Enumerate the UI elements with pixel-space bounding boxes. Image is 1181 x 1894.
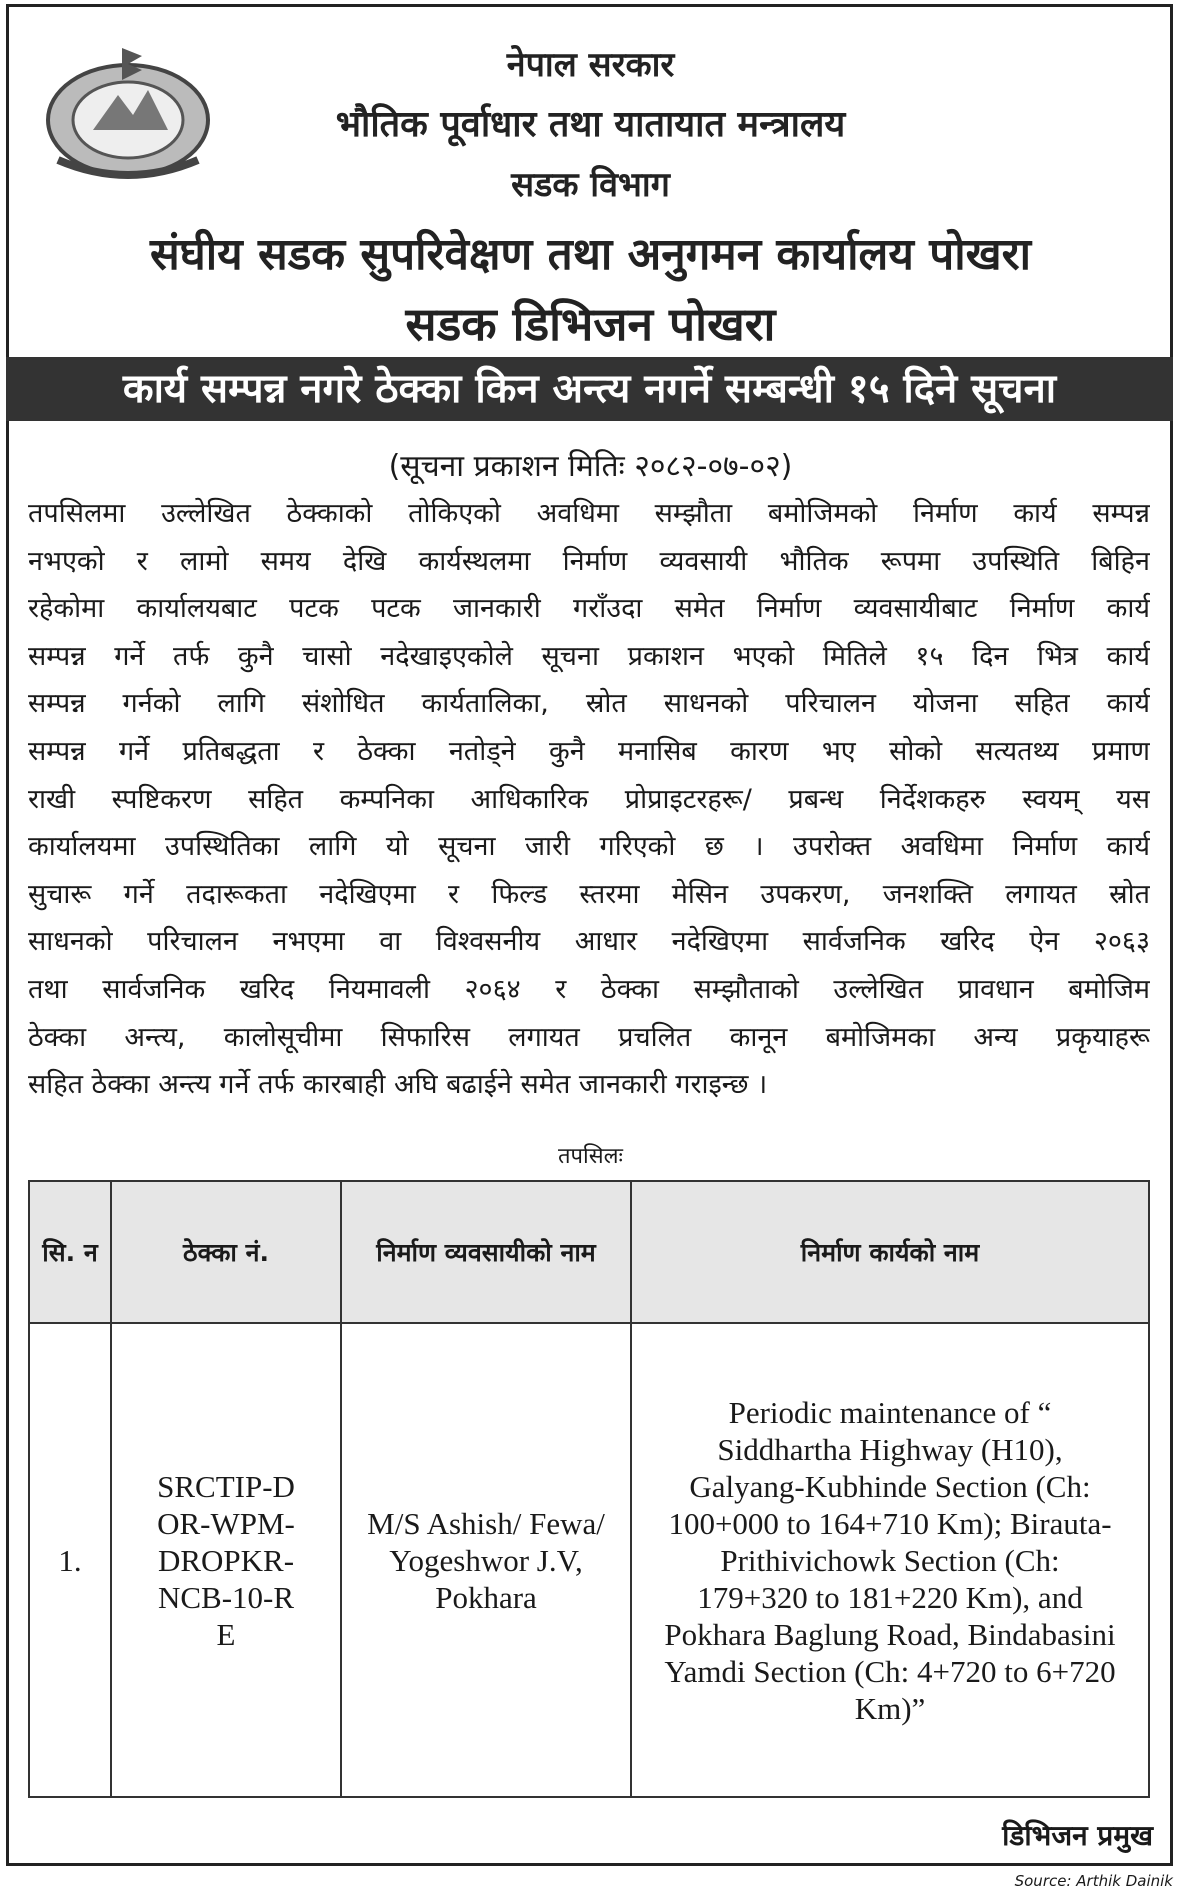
publish-date: (सूचना प्रकाशन मितिः २०८२-०७-०२) <box>388 449 793 484</box>
cell-contract-no: SRCTIP-DOR-WPM-DROPKR-NCB-10-RE <box>111 1323 341 1797</box>
header-work-name: निर्माण कार्यको नाम <box>631 1181 1149 1323</box>
body-line: तथा सार्वजनिक खरिद नियमावली २०६४ र ठेक्का सम्झौताको उल्लेखित प्रावधान बमोजिम <box>28 973 1150 1005</box>
header-office: संघीय सडक सुपरिवेक्षण तथा अनुगमन कार्यालय पोखरा <box>150 229 1031 280</box>
body-line: सहित ठेक्का अन्त्य गर्ने तर्फ कारबाही अघि बढाईने समेत जानकारी गराइन्छ । <box>28 1069 768 1101</box>
header-division: सडक डिभिजन पोखरा <box>405 297 776 351</box>
header-ministry: भौतिक पूर्वाधार तथा यातायात मन्त्रालय <box>335 104 846 145</box>
cell-work-name: Periodic maintenance of “ Siddhartha Highway (H10), Galyang-Kubhinde Section (Ch: 100+000 to 164+710 Km); Birauta-Prithivichowk Section (Ch: 179+320 to 181+220 Km), and Pokhara Baglung Road, Bindabasini Yamdi Section (Ch: 4+720 to 6+720 Km)” <box>631 1323 1149 1797</box>
body-line: सम्पन्न गर्नको लागि संशोधित कार्यतालिका, स्रोत साधनको परिचालन योजना सहित कार्य <box>28 688 1150 720</box>
table-row <box>29 1323 1149 1797</box>
cell-contractor: M/S Ashish/ Fewa/ Yogeshwor J.V, Pokhara <box>341 1323 631 1797</box>
header-serial: सि. न <box>29 1181 111 1323</box>
header-department: सडक विभाग <box>511 165 670 205</box>
header-contract-no: ठेक्का नं. <box>111 1181 341 1323</box>
header-contractor: निर्माण व्यवसायीको नाम <box>341 1181 631 1323</box>
notice-title: कार्य सम्पन्न नगरे ठेक्का किन अन्त्य नगर्ने सम्बन्धी १५ दिने सूचना <box>6 357 1173 421</box>
body-line: रहेकोमा कार्यालयबाट पटक पटक जानकारी गराँउदा समेत निर्माण व्यवसायीबाट निर्माण कार्य <box>28 593 1150 625</box>
body-line: तपसिलमा उल्लेखित ठेक्काको तोकिएको अवधिमा सम्झौता बमोजिमको निर्माण कार्य सम्पन्न <box>28 498 1150 529</box>
notice-body <box>28 490 1150 1109</box>
cell-serial: 1. <box>29 1323 111 1797</box>
body-line: राखी स्पष्टिकरण सहित कम्पनिका आधिकारिक प्रोप्राइटरहरू/ प्रबन्ध निर्देशकहरु स्वयम् यस <box>28 783 1150 815</box>
body-line: सम्पन्न गर्ने प्रतिबद्धता र ठेक्का नतोड्ने कुनै मनासिब कारण भए सोको सत्यतथ्य प्रमाण <box>28 735 1150 767</box>
source-credit: Source: Arthik Dainik <box>1014 1872 1173 1890</box>
body-line: कार्यालयमा उपस्थितिका लागि यो सूचना जारी गरिएको छ । उपरोक्त अवधिमा निर्माण कार्य <box>28 831 1150 863</box>
body-line: नभएको र लामो समय देखि कार्यस्थलमा निर्माण व्यवसायी भौतिक रूपमा उपस्थिति बिहिन <box>28 545 1150 577</box>
body-line: सुचारू गर्ने तदारूकता नदेखिएमा र फिल्ड स्तरमा मेसिन उपकरण, जनशक्ति लगायत स्रोत <box>28 878 1150 910</box>
contract-table <box>28 1180 1150 1798</box>
table-header-row <box>29 1181 1149 1323</box>
table-caption: तपसिलः <box>558 1144 623 1169</box>
body-line: ठेक्का अन्त्य, कालोसूचीमा सिफारिस लगायत प्रचलित कानून बमोजिमका अन्य प्रकृयाहरू <box>28 1021 1150 1053</box>
body-line: सम्पन्न गर्ने तर्फ कुनै चासो नदेखाइएकोले सूचना प्रकाशन भएको मितिले १५ दिन भित्र कार्य <box>28 640 1150 672</box>
header-government: नेपाल सरकार <box>506 45 675 85</box>
body-line: साधनको परिचालन नभएमा वा विश्वसनीय आधार नदेखिएमा सार्वजनिक खरिद ऐन २०६३ <box>28 926 1150 958</box>
signature: डिभिजन प्रमुख <box>1002 1819 1153 1852</box>
